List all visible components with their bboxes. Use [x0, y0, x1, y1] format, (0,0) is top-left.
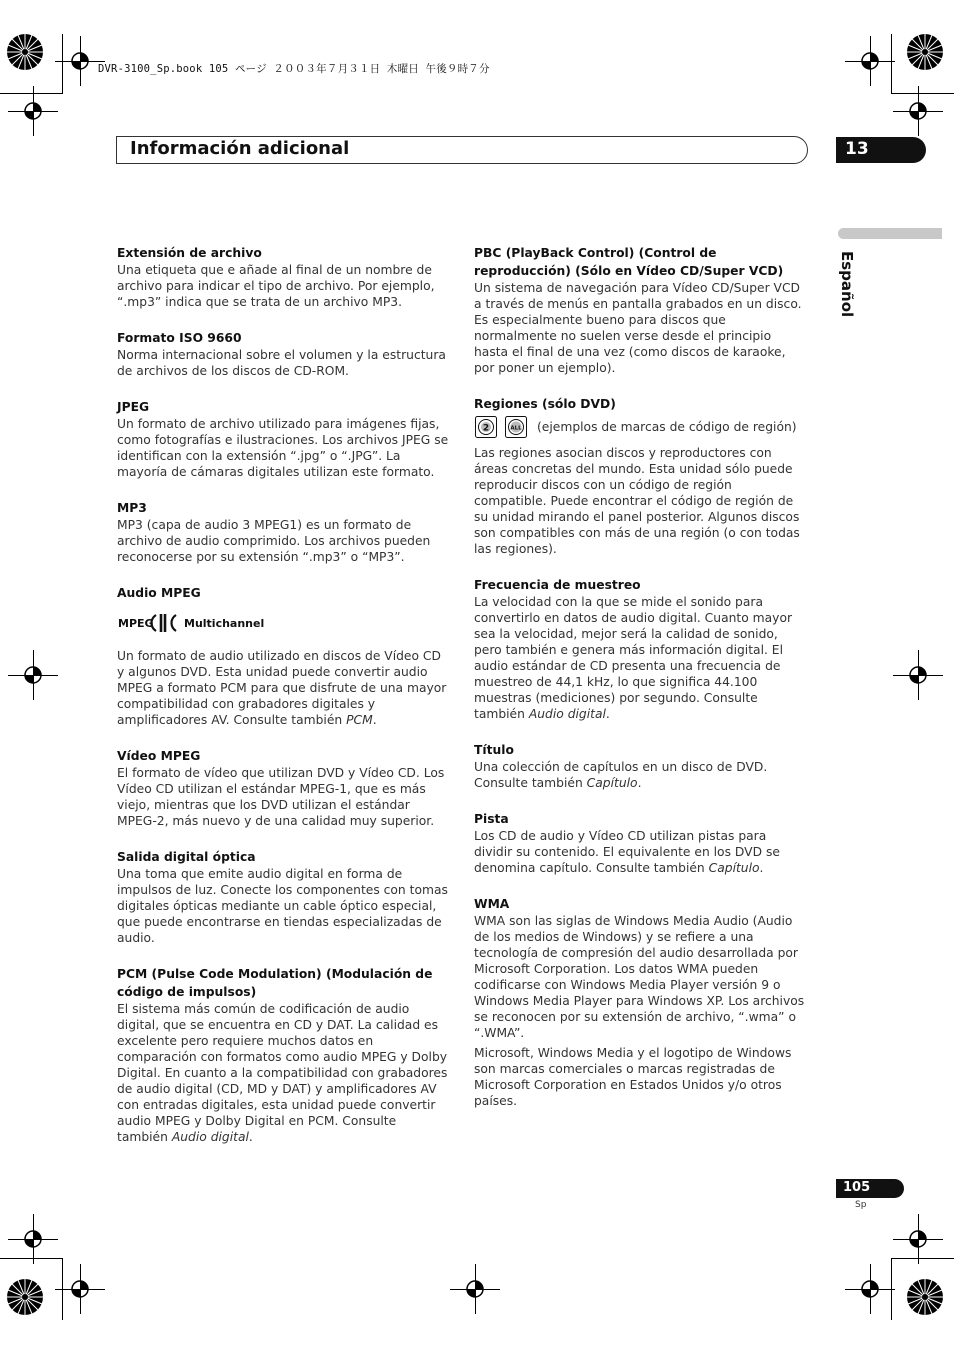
crop-line	[0, 1258, 62, 1259]
registration-mark-icon	[462, 1276, 488, 1302]
glossary-definition	[474, 828, 808, 876]
glossary-entry	[117, 244, 451, 310]
svg-text:ALL: ALL	[510, 425, 522, 432]
glossary-definition: Norma internacional sobre el volumen y la estructura de archivos de los discos de CD-ROM.	[117, 348, 446, 378]
chapter-badge	[836, 137, 926, 163]
glossary-definition: WMA son las siglas de Windows Media Audio (Audio de los medios de Windows) y se refiere a una tecnología de compresión del audio desarrollada por Microsoft Corporation. Los datos WMA pueden codificarse con Windows Media Player versión 9 o Windows Media Player para Windows XP. Los archivos se reconocen por su extensión de archivo, “.wma” o “.WMA”.	[474, 914, 805, 1040]
trademark-notice: Microsoft, Windows Media y el logotipo de Windows son marcas comerciales o marcas registradas de Microsoft Corporation en Estados Unidos y/o otros países.	[474, 1046, 792, 1108]
registration-mark-icon	[67, 48, 93, 74]
left-column	[117, 244, 451, 1164]
glossary-definition	[474, 594, 808, 722]
glossary-entry	[117, 329, 451, 379]
cross-reference: Audio digital	[528, 707, 606, 721]
cross-reference: Audio digital	[171, 1130, 249, 1144]
mpeg-multichannel-logo	[118, 611, 451, 635]
glossary-term: JPEG	[117, 400, 150, 414]
glossary-definition: Una toma que emite audio digital en forma de impulsos de luz. Conecte los componentes con tomas digitales ópticas mediante un cable óptico especial, que puede encontrarse en tiendas especializadas de audio.	[117, 867, 448, 945]
crop-line	[891, 1258, 954, 1259]
glossary-entry	[117, 499, 451, 565]
glossary-entry	[117, 584, 451, 728]
registration-mark-icon	[857, 1276, 883, 1302]
glossary-entry	[117, 965, 451, 1145]
registration-mark-icon	[20, 1226, 46, 1252]
page-title: Información adicional	[130, 138, 350, 159]
glossary-entry	[117, 398, 451, 480]
definition-text: La velocidad con la que se mide el sonido para convertirlo en datos de audio digital. Cuanto mayor sea la velocidad, mejor será la calidad de sonido, pero también e genera más información digital. El audio estándar de CD presenta una frecuencia de muestreo de 44,1 kHz, lo que significa 44.100 muestras (mediciones) por segundo. Consulte también	[474, 595, 793, 721]
registration-mark-icon	[905, 98, 931, 124]
registration-mark-icon	[20, 98, 46, 124]
registration-mark-icon	[905, 662, 931, 688]
glossary-entry	[117, 747, 451, 829]
glossary-entry	[474, 810, 808, 876]
glossary-definition: Un sistema de navegación para Vídeo CD/Super VCD a través de menús en pantalla grabados en un disco. Es especialmente bueno para discos que normalmente no suelen verse desde el principio hasta el final de una vez (como discos de karaoke, por poner un ejemplo).	[474, 281, 802, 375]
glossary-term: Regiones (sólo DVD)	[474, 397, 616, 411]
region-2-icon	[475, 416, 497, 438]
glossary-entry	[474, 244, 808, 376]
glossary-entry	[474, 741, 808, 791]
glossary-term: Formato ISO 9660	[117, 331, 242, 345]
mpeg-logo-left: MPEG	[118, 617, 154, 630]
glossary-definition: Un formato de archivo utilizado para imágenes fijas, como fotografías e ilustraciones. Los archivos JPEG se identifican con la extensión “.jpg” o “.JPG”. La mayoría de cámaras digitales utilizan este formato.	[117, 417, 449, 479]
glossary-term: Título	[474, 743, 514, 757]
definition-text: El sistema más común de codificación de audio digital, que se encuentra en CD y DAT. La calidad es excelente pero requiere muchos datos en comparación con formatos como audio MPEG y Dolby Digital. En cuanto a la compatibilidad con grabadores de audio digital (CD, MD y DAT) y amplificadores AV con entradas digitales, esta unidad puede convertir audio MPEG y Dolby Digital en PCM. Consulte también	[117, 1002, 448, 1144]
crop-line	[62, 34, 63, 94]
glossary-term: WMA	[474, 897, 510, 911]
definition-tail: .	[637, 776, 642, 790]
star-target-icon	[905, 32, 945, 72]
definition-tail: .	[759, 861, 764, 875]
glossary-term: MP3	[117, 501, 147, 515]
glossary-entry	[117, 848, 451, 946]
language-tab	[838, 251, 860, 321]
glossary-definition: MP3 (capa de audio 3 MPEG1) es un formato de archivo de audio comprimido. Los archivos pueden reconocerse por su extensión “.mp3” o “MP3”.	[117, 518, 431, 564]
registration-mark-icon	[67, 1276, 93, 1302]
glossary-definition	[474, 759, 808, 791]
region-all-icon	[505, 416, 527, 438]
glossary-term: Frecuencia de muestreo	[474, 578, 641, 592]
crop-line	[891, 34, 892, 94]
glossary-term: Extensión de archivo	[117, 246, 262, 260]
glossary-term: Salida digital óptica	[117, 850, 256, 864]
star-target-icon	[905, 1277, 945, 1317]
page-language-code: Sp	[855, 1200, 867, 1210]
glossary-definition	[117, 648, 451, 728]
star-target-icon	[5, 32, 45, 72]
section-header	[116, 136, 808, 164]
language-tab-bar	[838, 228, 942, 239]
glossary-entry	[474, 395, 808, 557]
definition-text: Los CD de audio y Vídeo CD utilizan pistas para dividir su contenido. El equivalente en los DVD se denomina capítulo. Consulte también	[474, 829, 780, 875]
definition-tail: .	[605, 707, 610, 721]
glossary-definition: Una etiqueta que e añade al final de un nombre de archivo para indicar el tipo de archivo. Por ejemplo, “.mp3” indica que se trata de un archivo MP3.	[117, 263, 435, 309]
region-caption: (ejemplos de marcas de código de región)	[537, 420, 797, 434]
definition-tail: .	[372, 713, 377, 727]
cross-reference: Capítulo	[708, 861, 760, 875]
right-column	[474, 244, 808, 1128]
print-info-line: DVR-3100_Sp.book 105 ページ ２００３年７月３１日 木曜日 午後９時７分	[98, 63, 490, 75]
chapter-number: 13	[845, 139, 869, 159]
crop-line	[891, 93, 954, 94]
glossary-term: PBC (PlayBack Control) (Control de reproducción) (Sólo en Vídeo CD/Super VCD)	[474, 246, 784, 278]
definition-text: Una colección de capítulos en un disco de DVD. Consulte también	[474, 760, 768, 790]
cross-reference: PCM	[346, 713, 373, 727]
registration-mark-icon	[20, 662, 46, 688]
language-label: Español	[838, 251, 856, 318]
definition-tail: .	[248, 1130, 253, 1144]
svg-text:2: 2	[482, 423, 490, 434]
glossary-term: Audio MPEG	[117, 586, 201, 600]
glossary-definition	[117, 1001, 451, 1145]
glossary-definition: El formato de vídeo que utilizan DVD y Vídeo CD. Los Vídeo CD utilizan el estándar MPEG-1, que es más viejo, mientras que los DVD utilizan el estándar MPEG-2, más nuevo y de una calidad muy superior.	[117, 766, 445, 828]
glossary-term: Vídeo MPEG	[117, 749, 201, 763]
star-target-icon	[5, 1277, 45, 1317]
registration-mark-icon	[857, 48, 883, 74]
page-number-badge	[836, 1179, 904, 1198]
registration-mark-icon	[905, 1226, 931, 1252]
glossary-term: PCM (Pulse Code Modulation) (Modulación de código de impulsos)	[117, 967, 433, 999]
page-number: 105	[843, 1180, 871, 1195]
mpeg-logo-right: Multichannel	[184, 617, 265, 630]
glossary-entry	[474, 895, 808, 1109]
cross-reference: Capítulo	[586, 776, 638, 790]
glossary-entry	[474, 576, 808, 722]
region-marks	[475, 415, 808, 439]
definition-text: Un formato de audio utilizado en discos de Vídeo CD y algunos DVD. Esta unidad puede convertir audio MPEG a formato PCM para que disfrute de una mayor compatibilidad con grabadores digitales y amplificadores AV. Consulte también	[117, 649, 447, 727]
crop-line	[0, 93, 62, 94]
glossary-term: Pista	[474, 812, 509, 826]
glossary-definition: Las regiones asocian discos y reproductores con áreas concretas del mundo. Esta unidad sólo puede reproducir discos con un código de región compatible. Puede encontrar el código de región de su unidad mirando el panel posterior. Algunos discos son compatibles con más de una región (o con todas las regiones).	[474, 446, 800, 556]
